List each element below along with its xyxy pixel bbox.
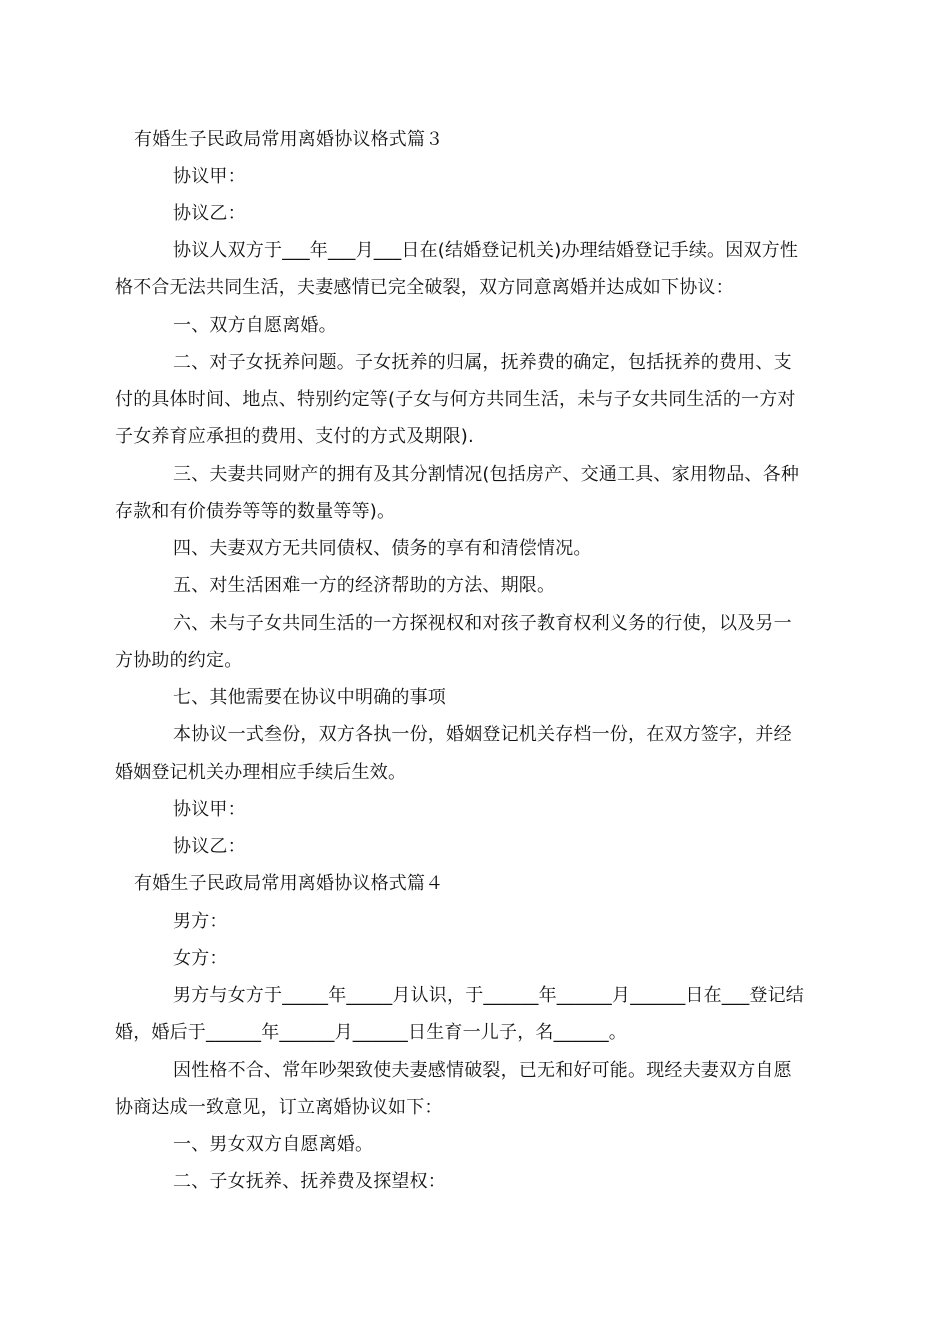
woman-label: 女方： bbox=[173, 948, 228, 969]
intro-paragraph-line-1: 协议人双方于___年___月___日在(结婚登记机关)办理结婚登记手续。因双方性 bbox=[173, 240, 799, 261]
clause-2-line-1: 二、对子女抚养问题。子女抚养的归属，抚养费的确定，包括抚养的费用、支 bbox=[173, 352, 792, 373]
clause-3-line-1: 三、夫妻共同财产的拥有及其分割情况(包括房产、交通工具、家用物品、各种 bbox=[173, 464, 800, 485]
man-label: 男方： bbox=[173, 911, 228, 932]
party-a-label: 协议甲： bbox=[173, 166, 246, 187]
clause-5: 五、对生活困难一方的经济帮助的方法、期限。 bbox=[173, 575, 556, 596]
clause-3-line-2: 存款和有价债券等等的数量等等)。 bbox=[115, 501, 396, 522]
section-3-title: 有婚生子民政局常用离婚协议格式篇３ bbox=[134, 129, 444, 150]
clause-6-line-2: 方协助的约定。 bbox=[115, 650, 243, 671]
section-4-clause-2: 二、子女抚养、抚养费及探望权： bbox=[173, 1171, 446, 1192]
section-4-clause-1: 一、男女双方自愿离婚。 bbox=[173, 1134, 374, 1155]
marriage-paragraph-line-2: 婚，婚后于______年______月______日生育一儿子，名______。 bbox=[115, 1022, 627, 1043]
signature-party-b: 协议乙： bbox=[173, 836, 246, 857]
copies-paragraph-line-1: 本协议一式叁份，双方各执一份，婚姻登记机关存档一份，在双方签字，并经 bbox=[173, 724, 792, 745]
clause-2-line-2: 付的具体时间、地点、特别约定等(子女与何方共同生活，未与子女共同生活的一方对 bbox=[115, 389, 796, 410]
copies-paragraph-line-2: 婚姻登记机关办理相应手续后生效。 bbox=[115, 762, 407, 783]
section-4-title: 有婚生子民政局常用离婚协议格式篇４ bbox=[134, 873, 444, 894]
signature-party-a: 协议甲： bbox=[173, 799, 246, 820]
clause-1: 一、双方自愿离婚。 bbox=[173, 315, 337, 336]
clause-2-line-3: 子女养育应承担的费用、支付的方式及期限). bbox=[115, 426, 474, 447]
intro-paragraph-line-2: 格不合无法共同生活，夫妻感情已完全破裂，双方同意离婚并达成如下协议： bbox=[115, 277, 734, 298]
clause-7: 七、其他需要在协议中明确的事项 bbox=[173, 687, 446, 708]
clause-6-line-1: 六、未与子女共同生活的一方探视权和对孩子教育权利义务的行使，以及另一 bbox=[173, 613, 792, 634]
reason-paragraph-line-2: 协商达成一致意见，订立离婚协议如下： bbox=[115, 1097, 443, 1118]
clause-4: 四、夫妻双方无共同债权、债务的享有和清偿情况。 bbox=[173, 538, 592, 559]
marriage-paragraph-line-1: 男方与女方于_____年_____月认识，于______年______月______日在___登记结 bbox=[173, 985, 804, 1006]
reason-paragraph-line-1: 因性格不合、常年吵架致使夫妻感情破裂，已无和好可能。现经夫妻双方自愿 bbox=[173, 1060, 792, 1081]
party-b-label: 协议乙： bbox=[173, 203, 246, 224]
